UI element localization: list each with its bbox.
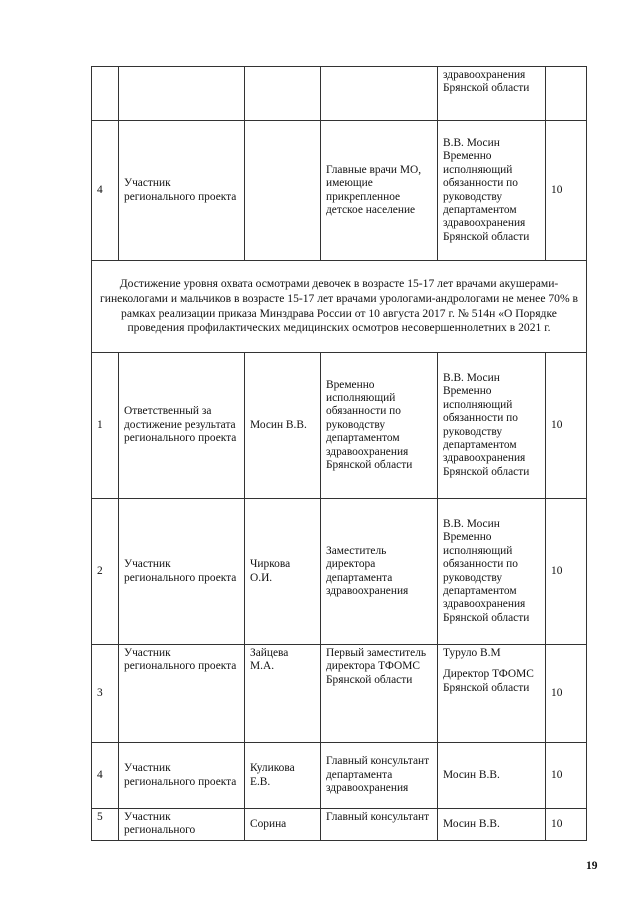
percent-cell: 10 bbox=[546, 645, 587, 743]
position-cell: Главный консультант департамента здравоохранения bbox=[321, 743, 438, 809]
name-cell: Мосин В.В. bbox=[245, 353, 321, 499]
table-row bbox=[92, 121, 587, 261]
role-cell: Участник регионального проекта bbox=[119, 499, 245, 645]
supervisor-cell bbox=[438, 645, 546, 743]
row-number: 3 bbox=[92, 645, 119, 743]
supervisor-cell: здравоохранения Брянской области bbox=[438, 67, 546, 121]
percent-cell bbox=[546, 67, 587, 121]
row-number: 4 bbox=[92, 121, 119, 261]
table-row bbox=[92, 499, 587, 645]
position-cell: Временно исполняющий обязанности по руководству департаментом здравоохранения Брянской области bbox=[321, 353, 438, 499]
supervisor-title: Директор ТФОМС Брянской области bbox=[443, 668, 534, 694]
table-row bbox=[92, 353, 587, 499]
percent-cell: 10 bbox=[546, 809, 587, 841]
name-cell: Сорина bbox=[245, 809, 321, 841]
name-cell: Зайцева М.А. bbox=[245, 645, 321, 743]
supervisor-cell: В.В. Мосин Временно исполняющий обязанности по руководству департаментом здравоохранения Брянской области bbox=[438, 499, 546, 645]
section-title: Достижение уровня охвата осмотрами девочек в возрасте 15-17 лет врачами акушерами-гинекологами и мальчиков в возрасте 15-17 лет врачами урологами-андрологами не менее 70% в рамках реализации приказа Минздрава России от 10 августа 2017 г. № 514н «О Порядке проведения профилактических медицинских осмотров несовершеннолетних в 2021 г. bbox=[92, 261, 587, 353]
table-row bbox=[92, 743, 587, 809]
position-cell bbox=[321, 67, 438, 121]
supervisor-name: Турулo В.М bbox=[443, 647, 501, 659]
role-cell bbox=[119, 67, 245, 121]
name-cell bbox=[245, 67, 321, 121]
spacer bbox=[443, 660, 540, 668]
row-number bbox=[92, 67, 119, 121]
row-number: 4 bbox=[92, 743, 119, 809]
row-number: 2 bbox=[92, 499, 119, 645]
name-cell bbox=[245, 121, 321, 261]
position-cell: Первый заместитель директора ТФОМС Брянской области bbox=[321, 645, 438, 743]
supervisor-cell: В.В. Мосин Временно исполняющий обязанности по руководству департаментом здравоохранения Брянской области bbox=[438, 121, 546, 261]
role-cell: Участник регионального проекта bbox=[119, 121, 245, 261]
row-number: 1 bbox=[92, 353, 119, 499]
page-number: 19 bbox=[586, 860, 598, 872]
name-cell: Чиркова О.И. bbox=[245, 499, 321, 645]
table-row bbox=[92, 67, 587, 121]
position-cell: Заместитель директора департамента здравоохранения bbox=[321, 499, 438, 645]
role-cell: Участник регионального bbox=[119, 809, 245, 841]
responsibility-table bbox=[91, 66, 587, 841]
section-row bbox=[92, 261, 587, 353]
role-cell: Участник регионального проекта bbox=[119, 645, 245, 743]
role-cell: Ответственный за достижение результата регионального проекта bbox=[119, 353, 245, 499]
percent-cell: 10 bbox=[546, 353, 587, 499]
percent-cell: 10 bbox=[546, 743, 587, 809]
supervisor-cell: Мосин В.В. bbox=[438, 809, 546, 841]
position-cell: Главные врачи МО, имеющие прикрепленное детское население bbox=[321, 121, 438, 261]
table-row bbox=[92, 645, 587, 743]
row-number: 5 bbox=[92, 809, 119, 841]
percent-cell: 10 bbox=[546, 499, 587, 645]
percent-cell: 10 bbox=[546, 121, 587, 261]
table-row bbox=[92, 809, 587, 841]
position-cell: Главный консультант bbox=[321, 809, 438, 841]
supervisor-cell: Мосин В.В. bbox=[438, 743, 546, 809]
name-cell: Куликова Е.В. bbox=[245, 743, 321, 809]
supervisor-cell: В.В. Мосин Временно исполняющий обязанности по руководству департаментом здравоохранения Брянской области bbox=[438, 353, 546, 499]
role-cell: Участник регионального проекта bbox=[119, 743, 245, 809]
